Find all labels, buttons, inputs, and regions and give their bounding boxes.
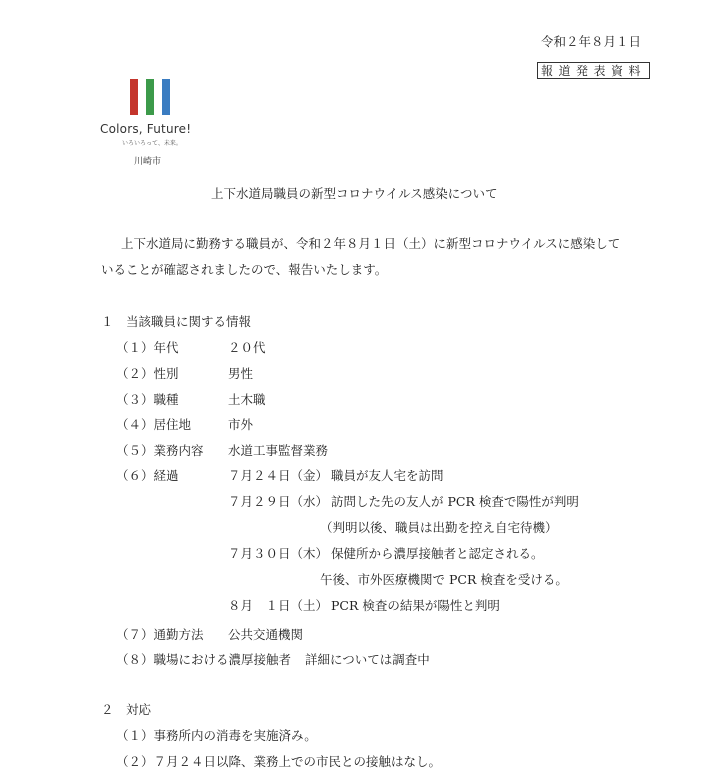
progress-text: 訪問した先の友人が PCR 検査で陽性が判明 <box>331 494 579 509</box>
progress-label: （６）経過 <box>116 468 179 483</box>
info-item-value: ２０代 <box>228 340 266 355</box>
document-title: 上下水道局職員の新型コロナウイルス感染について <box>211 186 498 201</box>
progress-text: 職員が友人宅を訪問 <box>331 468 444 483</box>
commute-value: 公共交通機関 <box>228 627 304 642</box>
response-item: （１）事務所内の消毒を実施済み。 <box>116 728 317 743</box>
info-item-value: 男性 <box>228 366 254 381</box>
logo-subtitle: いろいろって、未来。 <box>122 140 182 147</box>
info-item-value: 水道工事監督業務 <box>228 443 329 458</box>
section-1-heading: １ 当該職員に関する情報 <box>101 314 252 329</box>
logo-bar-red <box>130 79 138 115</box>
response-item: （２）７月２４日以降、業務上での市民との接触はなし。 <box>116 754 442 769</box>
progress-text: 保健所から濃厚接触者と認定される。 <box>331 546 544 561</box>
logo-bar-blue <box>162 79 170 115</box>
contact-value: 詳細については調査中 <box>305 652 430 667</box>
logo-bar-green <box>146 79 154 115</box>
progress-text: （判明以後、職員は出勤を控え自宅待機） <box>320 520 558 535</box>
issue-date: 令和２年８月１日 <box>541 34 642 49</box>
info-item-value: 市外 <box>228 417 254 432</box>
info-item-value: 土木職 <box>228 392 266 407</box>
press-release-label: 報道発表資料 <box>537 62 650 79</box>
info-item-label: （４）居住地 <box>116 417 192 432</box>
info-item-label: （５）業務内容 <box>116 443 204 458</box>
progress-date: ７月２９日（水） <box>228 494 329 509</box>
logo-city-name: 川崎市 <box>134 157 162 167</box>
intro-line-2: いることが確認されましたので、報告いたします。 <box>101 262 388 277</box>
logo-tagline: Colors, Future! <box>100 122 192 136</box>
info-item-label: （１）年代 <box>116 340 179 355</box>
progress-date: ８月 １日（土） <box>228 598 329 613</box>
contact-label: （８）職場における濃厚接触者 <box>116 652 292 667</box>
info-item-label: （３）職種 <box>116 392 179 407</box>
progress-date: ７月３０日（木） <box>228 546 329 561</box>
progress-text: 午後、市外医療機関で PCR 検査を受ける。 <box>320 572 568 587</box>
info-item-label: （２）性別 <box>116 366 179 381</box>
intro-line-1: 上下水道局に勤務する職員が、令和２年８月１日（土）に新型コロナウイルスに感染して <box>121 236 621 251</box>
city-logo <box>130 79 180 119</box>
commute-label: （７）通勤方法 <box>116 627 204 642</box>
progress-date: ７月２４日（金） <box>228 468 329 483</box>
section-2-heading: ２ 対応 <box>101 702 152 717</box>
progress-text: PCR 検査の結果が陽性と判明 <box>331 598 500 613</box>
